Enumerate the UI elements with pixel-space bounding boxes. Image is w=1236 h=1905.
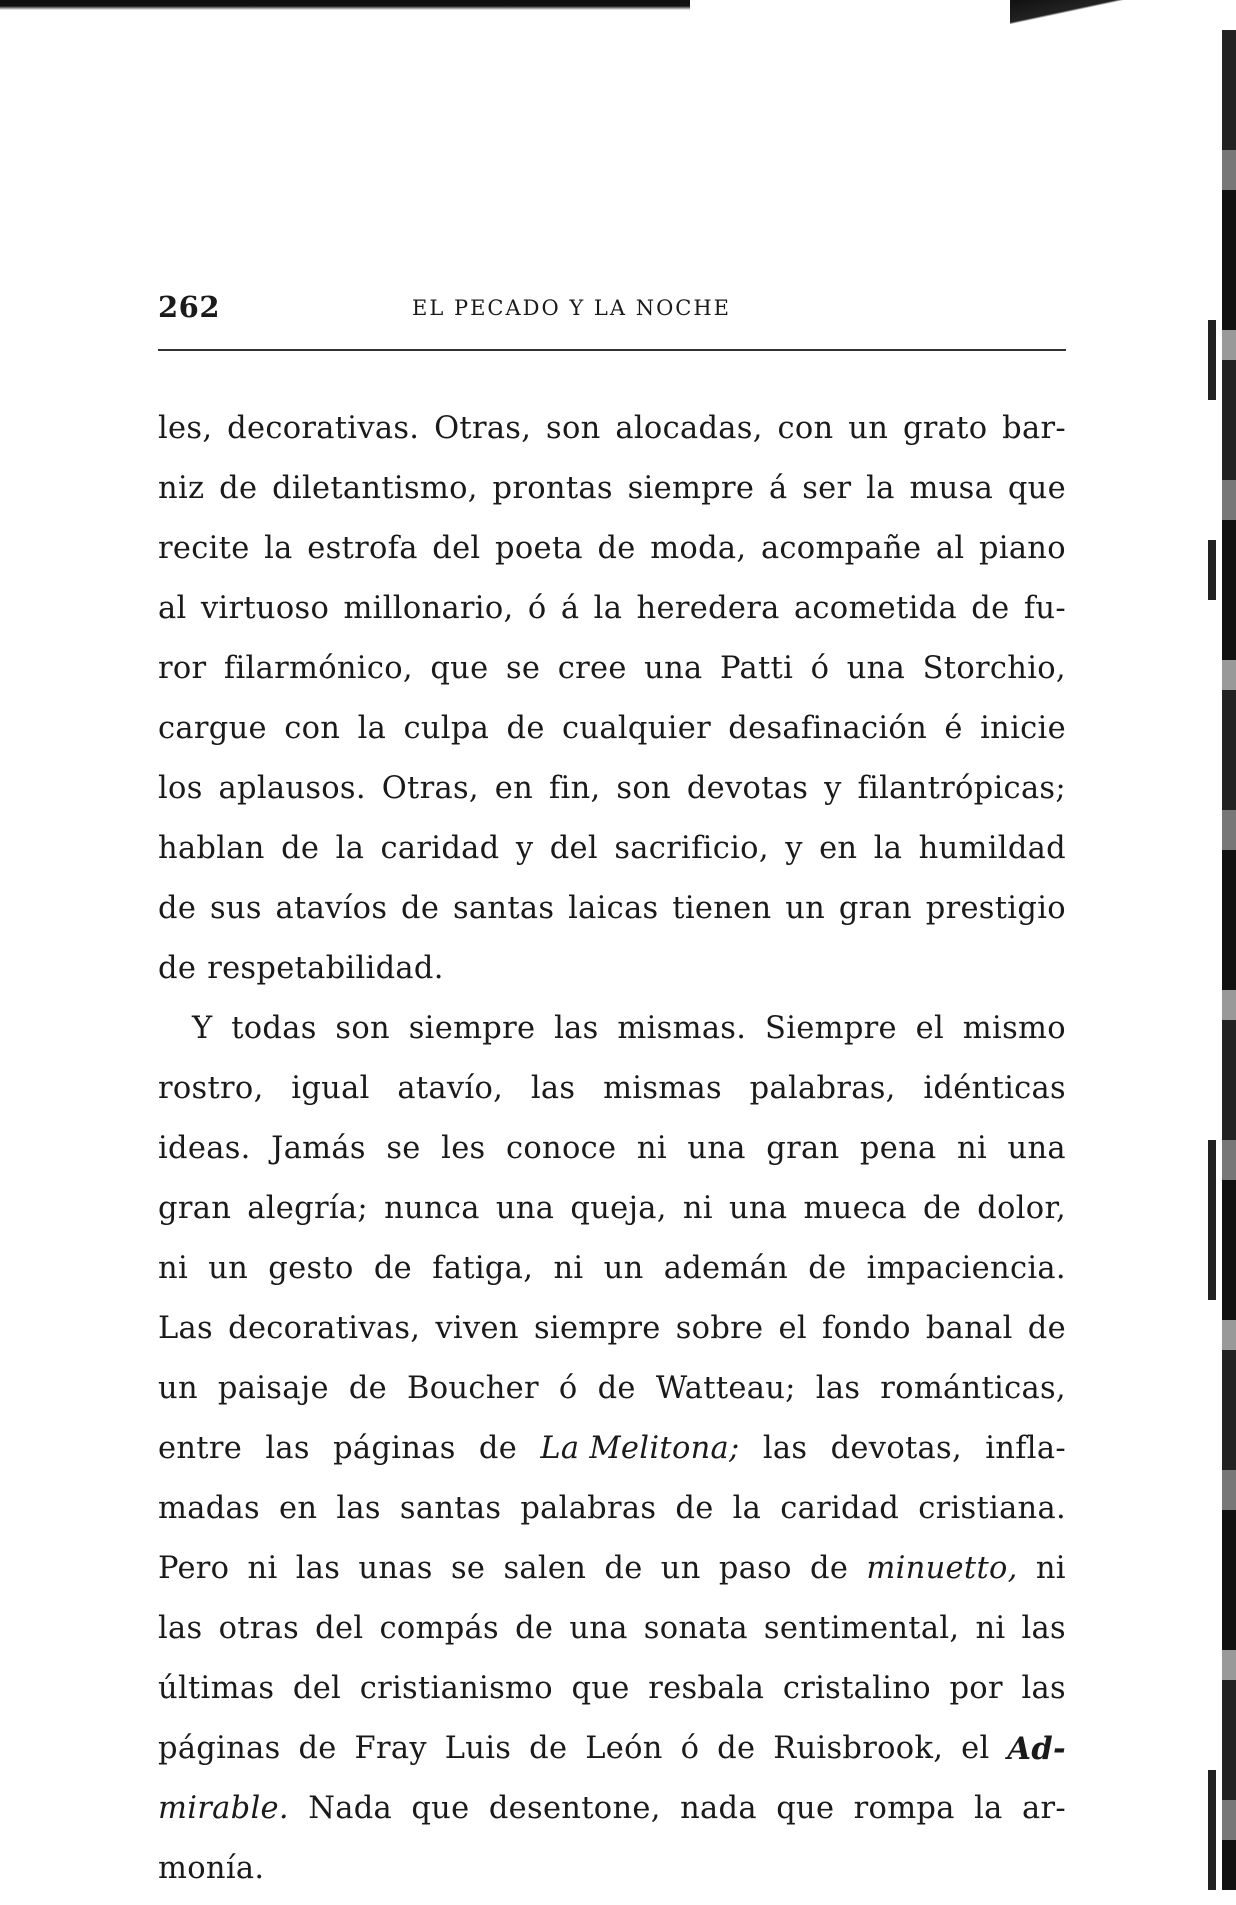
word: salen <box>503 1551 587 1586</box>
word: Pero <box>158 1551 230 1586</box>
word: estrofa <box>307 531 418 566</box>
word: de <box>373 1251 413 1286</box>
word: nunca <box>384 1191 480 1226</box>
word: mismo <box>962 1011 1066 1046</box>
word: ademán <box>663 1251 789 1286</box>
word: sentimental, <box>763 1611 960 1646</box>
word: últimas <box>158 1671 275 1706</box>
word: entre <box>158 1431 243 1466</box>
word: fatiga, <box>432 1251 534 1286</box>
word: de <box>219 471 258 506</box>
word: palabras <box>520 1491 657 1526</box>
text-line <box>158 939 1066 999</box>
word: unas <box>358 1551 433 1586</box>
word: Watteau; <box>655 1371 796 1406</box>
paragraph <box>158 399 1066 999</box>
word: moda, <box>650 531 747 566</box>
word: una <box>569 1611 628 1646</box>
word: Luis <box>444 1731 512 1766</box>
word: minuetto, <box>866 1551 1018 1586</box>
word: cargue <box>158 711 267 746</box>
scan-mark <box>1208 320 1216 400</box>
word: son <box>335 1011 390 1046</box>
word: mismas <box>603 1071 722 1106</box>
word: las <box>295 1551 341 1586</box>
word: que <box>411 1791 470 1826</box>
word: pena <box>859 1131 937 1166</box>
word: de <box>717 1731 756 1766</box>
word: poeta <box>495 531 583 566</box>
word: de <box>810 1551 849 1586</box>
word: atavío, <box>397 1071 504 1106</box>
word: ideas. <box>158 1131 251 1166</box>
word: inicie <box>980 711 1066 746</box>
word: ni <box>682 1191 713 1226</box>
word: viven <box>435 1311 519 1346</box>
word: Fray <box>354 1731 427 1766</box>
word: románticas, <box>880 1371 1066 1406</box>
word: de <box>515 1611 554 1646</box>
word: Otras, <box>381 771 479 806</box>
word: rompa <box>853 1791 955 1826</box>
word: niz <box>158 471 205 506</box>
scan-corner-shadow <box>1010 0 1236 42</box>
word: todas <box>231 1011 317 1046</box>
word: de <box>675 1491 714 1526</box>
text-line <box>158 1839 1066 1899</box>
word: mueca <box>803 1191 907 1226</box>
text-line <box>158 1179 1066 1239</box>
word: páginas <box>158 1731 281 1766</box>
word: á <box>768 471 788 506</box>
scan-border-right <box>1222 30 1236 1890</box>
word: conoce <box>506 1131 617 1166</box>
text-line <box>158 1479 1066 1539</box>
word: ror <box>158 651 207 686</box>
word: sobre <box>675 1311 764 1346</box>
word: gran <box>766 1131 840 1166</box>
word: al <box>935 531 965 566</box>
word: cristalino <box>782 1671 931 1706</box>
word: el <box>778 1311 807 1346</box>
word: que <box>571 1671 630 1706</box>
word: Boucher <box>407 1371 539 1406</box>
word: atavíos <box>275 891 388 926</box>
word: grato <box>902 411 988 446</box>
word: impaciencia. <box>866 1251 1066 1286</box>
word: ser <box>802 471 852 506</box>
text-line <box>158 1719 1066 1779</box>
word: monía. <box>158 1851 265 1886</box>
word: idénticas <box>923 1071 1066 1106</box>
word: Jamás <box>271 1131 366 1166</box>
word: que <box>1007 471 1066 506</box>
text-line <box>158 819 1066 879</box>
text-line <box>158 1419 1066 1479</box>
word: devotas, <box>830 1431 962 1466</box>
text-line <box>158 879 1066 939</box>
text-line <box>158 579 1066 639</box>
text-line <box>158 759 1066 819</box>
word: que <box>776 1791 835 1826</box>
word: piano <box>978 531 1066 566</box>
word: una <box>846 651 906 686</box>
word: de <box>348 1371 388 1406</box>
word: de <box>1027 1311 1066 1346</box>
scan-mark <box>1208 1770 1216 1890</box>
word: fu- <box>1023 591 1066 626</box>
running-header <box>158 290 1066 330</box>
word: un <box>785 891 826 926</box>
word: ar- <box>1021 1791 1066 1826</box>
word: diletantismo, <box>272 471 478 506</box>
word: y <box>515 831 534 866</box>
word: un <box>660 1551 701 1586</box>
word: las <box>1021 1611 1066 1646</box>
word: caridad <box>380 831 500 866</box>
word: ni <box>1035 1551 1066 1586</box>
word: las <box>815 1371 861 1406</box>
word: alegría; <box>247 1191 368 1226</box>
word: las <box>530 1071 576 1106</box>
scan-mark <box>1208 1140 1216 1300</box>
word: alocadas, <box>615 411 763 446</box>
word: con <box>284 711 341 746</box>
word: del <box>315 1611 364 1646</box>
word: laicas <box>568 891 659 926</box>
word: cree <box>557 651 627 686</box>
word: fondo <box>822 1311 911 1346</box>
word: y <box>824 771 842 806</box>
body-text <box>158 399 1066 1899</box>
word: páginas <box>333 1431 456 1466</box>
word: cristianismo <box>359 1671 553 1706</box>
word: les, <box>158 411 213 446</box>
word: sus <box>209 891 262 926</box>
word: de <box>506 711 545 746</box>
word: gesto <box>268 1251 354 1286</box>
word: siempre <box>533 1311 661 1346</box>
word: el <box>915 1011 945 1046</box>
text-line <box>158 1599 1066 1659</box>
word: los <box>158 771 203 806</box>
word: las <box>554 1011 599 1046</box>
word: con <box>777 411 834 446</box>
word: un <box>848 411 889 446</box>
word: Patti <box>720 651 794 686</box>
word: prestigio <box>925 891 1066 926</box>
text-line <box>158 399 1066 459</box>
word: rostro, <box>158 1071 264 1106</box>
word: á <box>560 591 580 626</box>
word: banal <box>925 1311 1013 1346</box>
word: fin, <box>548 771 601 806</box>
word: Ruisbrook, <box>773 1731 944 1766</box>
word: gran <box>158 1191 232 1226</box>
word: se <box>450 1551 486 1586</box>
word: la <box>732 1491 762 1526</box>
word: sacrificio, <box>614 831 769 866</box>
word: la <box>264 531 293 566</box>
word: se <box>386 1131 421 1166</box>
word: de <box>158 891 197 926</box>
text-line <box>158 459 1066 519</box>
word: santas <box>399 1491 502 1526</box>
word: La Melitona; <box>540 1431 740 1466</box>
word: otras <box>218 1611 300 1646</box>
word: León <box>585 1731 663 1766</box>
word: ó <box>558 1371 578 1406</box>
word: igual <box>291 1071 370 1106</box>
word: gran <box>838 891 912 926</box>
word: en <box>494 771 534 806</box>
word: al <box>158 591 187 626</box>
word: decorativas, <box>228 1311 421 1346</box>
word: Ad- <box>1007 1731 1066 1767</box>
word: la <box>974 1791 1003 1826</box>
word: hablan <box>158 831 265 866</box>
word: prontas <box>492 471 613 506</box>
word: son <box>546 411 601 446</box>
word: de <box>808 1251 847 1286</box>
header-rule <box>158 349 1066 351</box>
word: en <box>279 1491 318 1526</box>
word: un <box>208 1251 249 1286</box>
word: las <box>762 1431 808 1466</box>
word: bar- <box>1002 411 1066 446</box>
word: las <box>1021 1671 1066 1706</box>
text-line <box>158 999 1066 1059</box>
word: aplausos. <box>218 771 366 806</box>
word: ni <box>636 1131 667 1166</box>
text-line <box>158 1539 1066 1599</box>
word: millonario, <box>343 591 514 626</box>
word: en <box>819 831 858 866</box>
word: de <box>158 951 197 986</box>
word: ni <box>158 1251 188 1286</box>
word: Siempre <box>765 1011 897 1046</box>
word: paso <box>718 1551 792 1586</box>
word: de <box>478 1431 518 1466</box>
word: decorativas. <box>227 411 420 446</box>
word: Nada <box>308 1791 392 1826</box>
word: Y <box>192 1011 213 1046</box>
word: nada <box>680 1791 757 1826</box>
word: las <box>265 1431 310 1466</box>
text-line <box>158 1059 1066 1119</box>
word: las <box>336 1491 381 1526</box>
word: del <box>432 531 481 566</box>
word: sonata <box>643 1611 748 1646</box>
word: Otras, <box>434 411 532 446</box>
word: una <box>728 1191 788 1226</box>
word: una <box>644 651 703 686</box>
word: virtuoso <box>200 591 330 626</box>
word: filantrópicas; <box>857 771 1066 806</box>
word: desafinación <box>728 711 928 746</box>
word: que <box>430 651 489 686</box>
word: de <box>401 891 440 926</box>
text-line <box>158 1239 1066 1299</box>
word: Las <box>158 1311 213 1346</box>
word: ó <box>527 591 547 626</box>
word: Storchio, <box>922 651 1066 686</box>
word: de <box>529 1731 568 1766</box>
word: cualquier <box>562 711 711 746</box>
text-line <box>158 519 1066 579</box>
word: caridad <box>780 1491 900 1526</box>
word: heredera <box>636 591 780 626</box>
text-line <box>158 699 1066 759</box>
word: un <box>158 1371 198 1406</box>
word: humildad <box>918 831 1066 866</box>
word: un <box>603 1251 644 1286</box>
word: una <box>495 1191 555 1226</box>
word: ó <box>810 651 830 686</box>
word: de <box>281 831 320 866</box>
word: acometida <box>793 591 957 626</box>
word: siempre <box>408 1011 536 1046</box>
page-number: 262 <box>158 290 221 324</box>
word: acompañe <box>760 531 922 566</box>
word: devotas <box>686 771 809 806</box>
word: santas <box>452 891 555 926</box>
word: se <box>505 651 541 686</box>
word: infla- <box>985 1431 1066 1466</box>
word: la <box>357 711 387 746</box>
word: cristiana. <box>918 1491 1066 1526</box>
word: palabras, <box>749 1071 896 1106</box>
word: de <box>298 1731 337 1766</box>
word: el <box>961 1731 990 1766</box>
word: paisaje <box>217 1371 329 1406</box>
word: ni <box>553 1251 584 1286</box>
word: de <box>971 591 1010 626</box>
word: desentone, <box>488 1791 661 1826</box>
word: la <box>873 831 903 866</box>
scan-border-top <box>0 0 690 10</box>
book-title: EL PECADO Y LA NOCHE <box>412 296 731 320</box>
word: siempre <box>627 471 755 506</box>
text-line <box>158 1359 1066 1419</box>
word: del <box>292 1671 342 1706</box>
text-line <box>158 1119 1066 1179</box>
text-line <box>158 1299 1066 1359</box>
word: de <box>604 1551 643 1586</box>
scan-mark <box>1208 540 1216 600</box>
word: compás <box>379 1611 499 1646</box>
word: recite <box>158 531 250 566</box>
word: ni <box>975 1611 1006 1646</box>
word: una <box>1007 1131 1066 1166</box>
word: la <box>866 471 895 506</box>
word: ni <box>957 1131 988 1166</box>
word: las <box>158 1611 203 1646</box>
text-line <box>158 1659 1066 1719</box>
paragraph <box>158 999 1066 1899</box>
word: del <box>549 831 598 866</box>
word: dolor, <box>977 1191 1066 1226</box>
text-line <box>158 639 1066 699</box>
word: tienen <box>672 891 772 926</box>
word: son <box>616 771 671 806</box>
word: la <box>335 831 365 866</box>
word: resbala <box>648 1671 765 1706</box>
word: ni <box>247 1551 278 1586</box>
word: musa <box>909 471 994 506</box>
word: culpa <box>403 711 490 746</box>
word: de <box>597 531 636 566</box>
word: mirable. <box>158 1791 289 1826</box>
word: queja, <box>570 1191 667 1226</box>
word: ó <box>680 1731 700 1766</box>
text-line <box>158 1779 1066 1839</box>
word: una <box>687 1131 746 1166</box>
word: respetabilidad. <box>207 951 444 986</box>
word: madas <box>158 1491 260 1526</box>
word: é <box>944 711 963 746</box>
word: por <box>949 1671 1003 1706</box>
word: y <box>785 831 803 866</box>
word: de <box>922 1191 962 1226</box>
word: la <box>593 591 623 626</box>
word: les <box>441 1131 486 1166</box>
word: de <box>597 1371 636 1406</box>
word: filarmónico, <box>223 651 413 686</box>
word: mismas. <box>617 1011 747 1046</box>
